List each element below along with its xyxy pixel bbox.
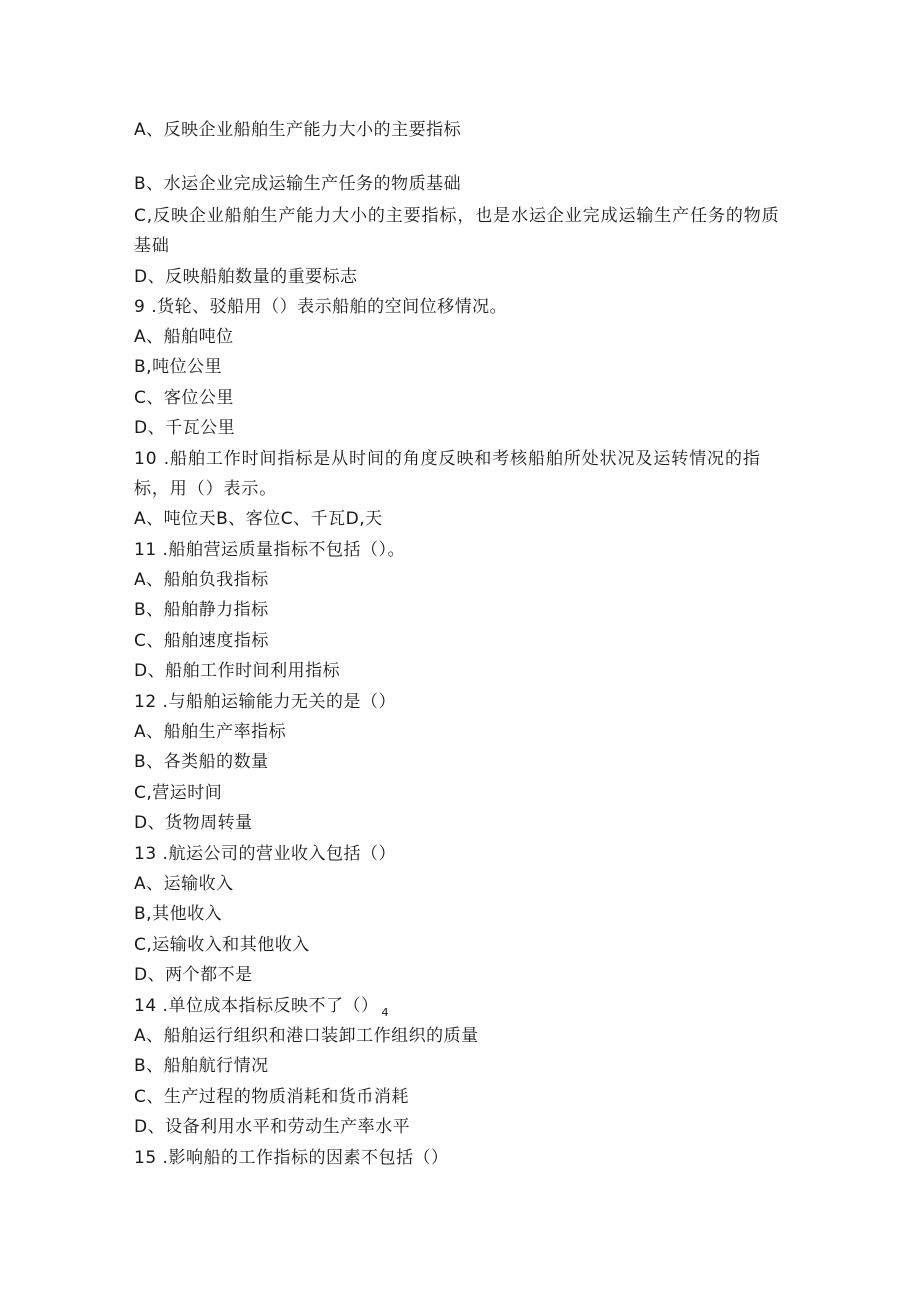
- question-11: 11 .船舶营运质量指标不包括（）。: [134, 540, 405, 560]
- question-13-option-a: A、运输收入: [134, 874, 234, 894]
- question-10: 10 .船舶工作时间指标是从时间的角度反映和考核船舶所处状况及运转情况的指标，用（）表示。: [134, 449, 761, 499]
- question-12: 12 .与船舶运输能力无关的是（）: [134, 692, 396, 712]
- question-11-option-a: A、船舶负我指标: [134, 570, 269, 590]
- question-14-option-a: A、船舶运行组织和港口装卸工作组织的质量: [134, 1026, 479, 1046]
- question-14-text: 14 .单位成本指标反映不了（）: [134, 996, 379, 1016]
- question-12-option-d: D、货物周转量: [134, 813, 253, 833]
- question-9-option-a: A、船舶吨位: [134, 327, 234, 347]
- question-10-options: A、吨位天B、客位C、千瓦D,天: [134, 509, 383, 529]
- question-13-option-d: D、两个都不是: [134, 965, 253, 985]
- option-c-text: C,反映企业船舶生产能力大小的主要指标，也是水运企业完成运输生产任务的物质基础: [134, 206, 780, 256]
- question-11-option-c: C、船舶速度指标: [134, 631, 269, 651]
- question-14: [134, 996, 794, 1018]
- question-9: 9 .货轮、驳船用（）表示船舶的空间位移情况。: [134, 297, 508, 317]
- question-9-option-c: C、客位公里: [134, 388, 234, 408]
- question-12-option-c: C,营运时间: [134, 783, 223, 803]
- question-14-mark: 4: [381, 1006, 389, 1019]
- question-11-option-d: D、船舶工作时间利用指标: [134, 661, 341, 681]
- option-a-text: A、反映企业船舶生产能力大小的主要指标: [134, 120, 462, 140]
- question-14-option-d: D、设备利用水平和劳动生产率水平: [134, 1117, 411, 1137]
- question-11-option-b: B、船舶静力指标: [134, 600, 269, 620]
- question-9-option-d: D、千瓦公里: [134, 418, 236, 438]
- question-14-option-c: C、生产过程的物质消耗和货币消耗: [134, 1087, 409, 1107]
- question-13-option-b: B,其他收入: [134, 904, 223, 924]
- question-12-option-a: A、船舶生产率指标: [134, 722, 287, 742]
- option-d-text: D、反映船舶数量的重要标志: [134, 267, 358, 287]
- option-b-text: B、水运企业完成运输生产任务的物质基础: [134, 174, 462, 194]
- question-13: 13 .航运公司的营业收入包括（）: [134, 844, 396, 864]
- question-13-option-c: C,运输收入和其他收入: [134, 935, 310, 955]
- question-14-option-b: B、船舶航行情况: [134, 1056, 269, 1076]
- question-15: 15 .影响船的工作指标的因素不包括（）: [134, 1148, 449, 1168]
- question-12-option-b: B、各类船的数量: [134, 752, 269, 772]
- question-9-option-b: B,吨位公里: [134, 357, 223, 377]
